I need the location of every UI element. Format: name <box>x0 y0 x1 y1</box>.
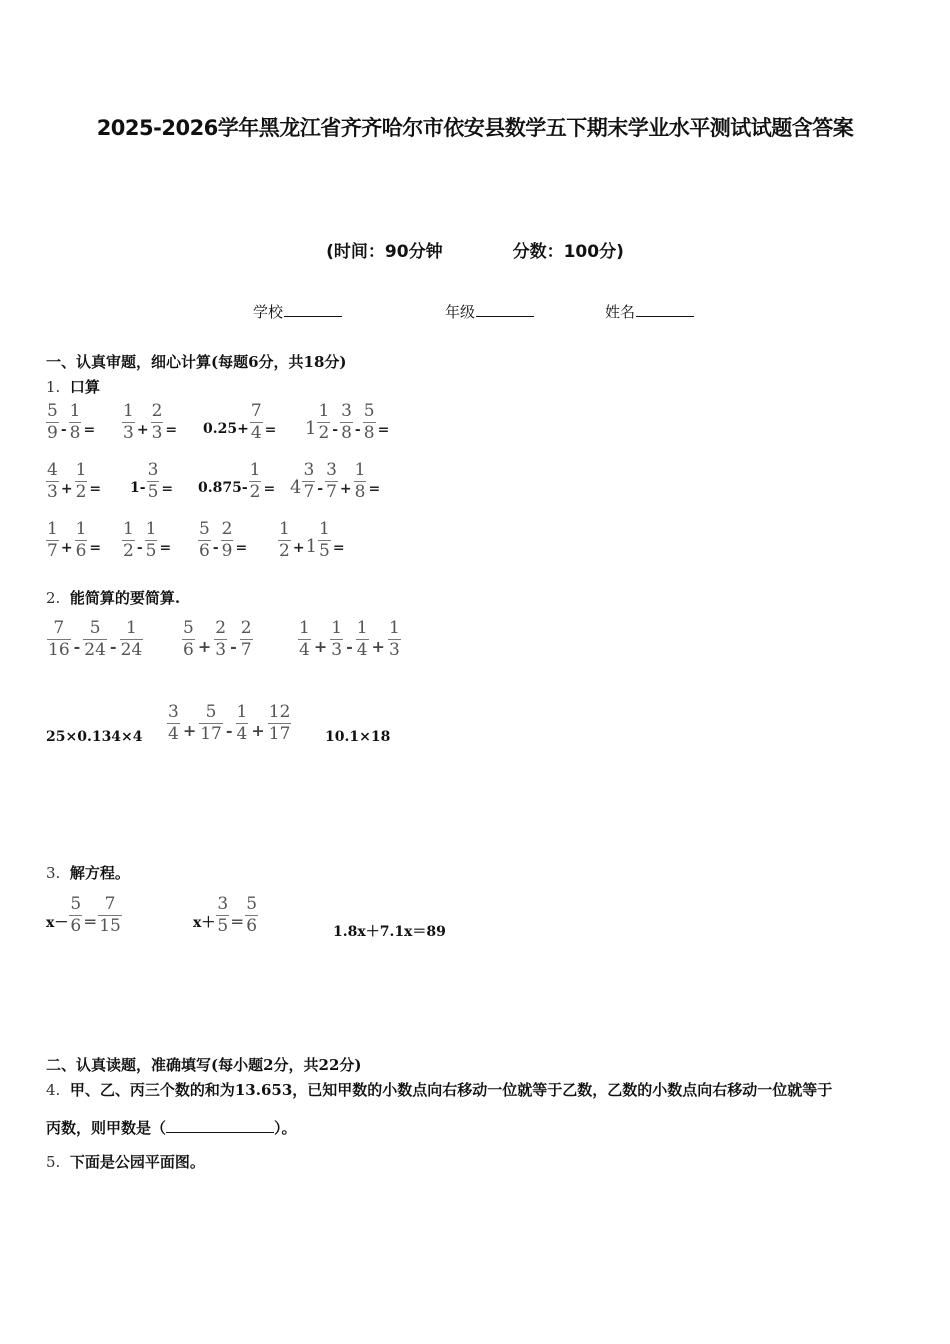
oral-row-3-b: $\frac{1}{2}$ - $\frac{1}{5}$ = <box>123 519 172 561</box>
oral-row-1-a: $\frac{5}{9}$ - $\frac{1}{8}$ = <box>47 401 96 443</box>
q2-expr-e: $\frac{3}{4}$ + $\frac{5}{17}$ - $\frac{1}{4}$ + $\frac{12}{17}$ <box>168 702 291 744</box>
q2-expr-b: $\frac{5}{6}$ + $\frac{2}{3}$ - $\frac{2}{7}$ <box>183 618 252 660</box>
oral-row-2-d: 4 $\frac{3}{7}$ - $\frac{3}{7}$ + $\frac{1}{8}$ = <box>290 460 381 502</box>
oral-row-1-d: 1 $\frac{1}{2}$ - $\frac{3}{8}$ - $\frac{5}{8}$ = <box>305 401 390 443</box>
time-label: (时间：90分钟 <box>326 242 443 262</box>
oral-row-2-c: 0.875- $\frac{1}{2}$ = <box>198 460 276 502</box>
q2-expr-c: $\frac{1}{4}$ + $\frac{1}{3}$ - $\frac{1}{4}$ + $\frac{1}{3}$ <box>299 618 400 660</box>
q3-equation-a: x－ $\frac{5}{6}$ ＝ $\frac{7}{15}$ <box>46 894 121 936</box>
q2-expr-a: $\frac{7}{16}$ - $\frac{5}{24}$ - $\frac{1}{24}$ <box>48 618 143 660</box>
question-4-line-2: 丙数，则甲数是（ ）。 <box>46 1119 297 1137</box>
oral-row-1-b: $\frac{1}{3}$ + $\frac{2}{3}$ = <box>123 401 178 443</box>
question-1: 1. 口算 <box>46 378 100 396</box>
q3-equation-c: 1.8x＋7.1x＝89 <box>333 924 446 940</box>
q3-equation-b: x＋ $\frac{3}{5}$ ＝ $\frac{5}{6}$ <box>193 894 258 936</box>
grade-field[interactable]: 年级 <box>445 301 534 322</box>
section-2-heading: 二、认真读题，准确填写(每小题2分，共22分) <box>46 1056 362 1074</box>
question-2: 2. 能简算的要简算. <box>46 589 181 607</box>
oral-row-2-b: 1- $\frac{3}{5}$ = <box>130 460 174 502</box>
q2-expr-f: 10.1×18 <box>325 729 391 745</box>
section-1-heading: 一、认真审题，细心计算(每题6分，共18分) <box>46 353 347 371</box>
score-label: 分数：100分) <box>512 242 624 262</box>
question-3: 3. 解方程。 <box>46 864 130 882</box>
page-title: 2025-2026学年黑龙江省齐齐哈尔市依安县数学五下期末学业水平测试试题含答案 <box>96 116 854 140</box>
q2-expr-d: 25×0.134×4 <box>46 729 143 745</box>
oral-row-2-a: $\frac{4}{3}$ + $\frac{1}{2}$ = <box>47 460 102 502</box>
name-field[interactable]: 姓名 <box>605 301 694 322</box>
answer-blank[interactable] <box>166 1118 274 1133</box>
question-5: 5. 下面是公园平面图。 <box>46 1153 205 1171</box>
oral-row-3-c: $\frac{5}{6}$ - $\frac{2}{9}$ = <box>199 519 248 561</box>
oral-row-1-c: 0.25+ $\frac{7}{4}$ = <box>203 401 277 443</box>
oral-row-3-d: $\frac{1}{2}$ + 1 $\frac{1}{5}$ = <box>279 519 345 561</box>
exam-meta <box>0 237 950 262</box>
oral-row-3-a: $\frac{1}{7}$ + $\frac{1}{6}$ = <box>47 519 102 561</box>
question-4-line-1: 4. 甲、乙、丙三个数的和为13.653，已知甲数的小数点向右移动一位就等于乙数，乙数的小数点向右移动一位就等于 <box>46 1081 833 1099</box>
school-field[interactable]: 学校 <box>253 301 342 322</box>
